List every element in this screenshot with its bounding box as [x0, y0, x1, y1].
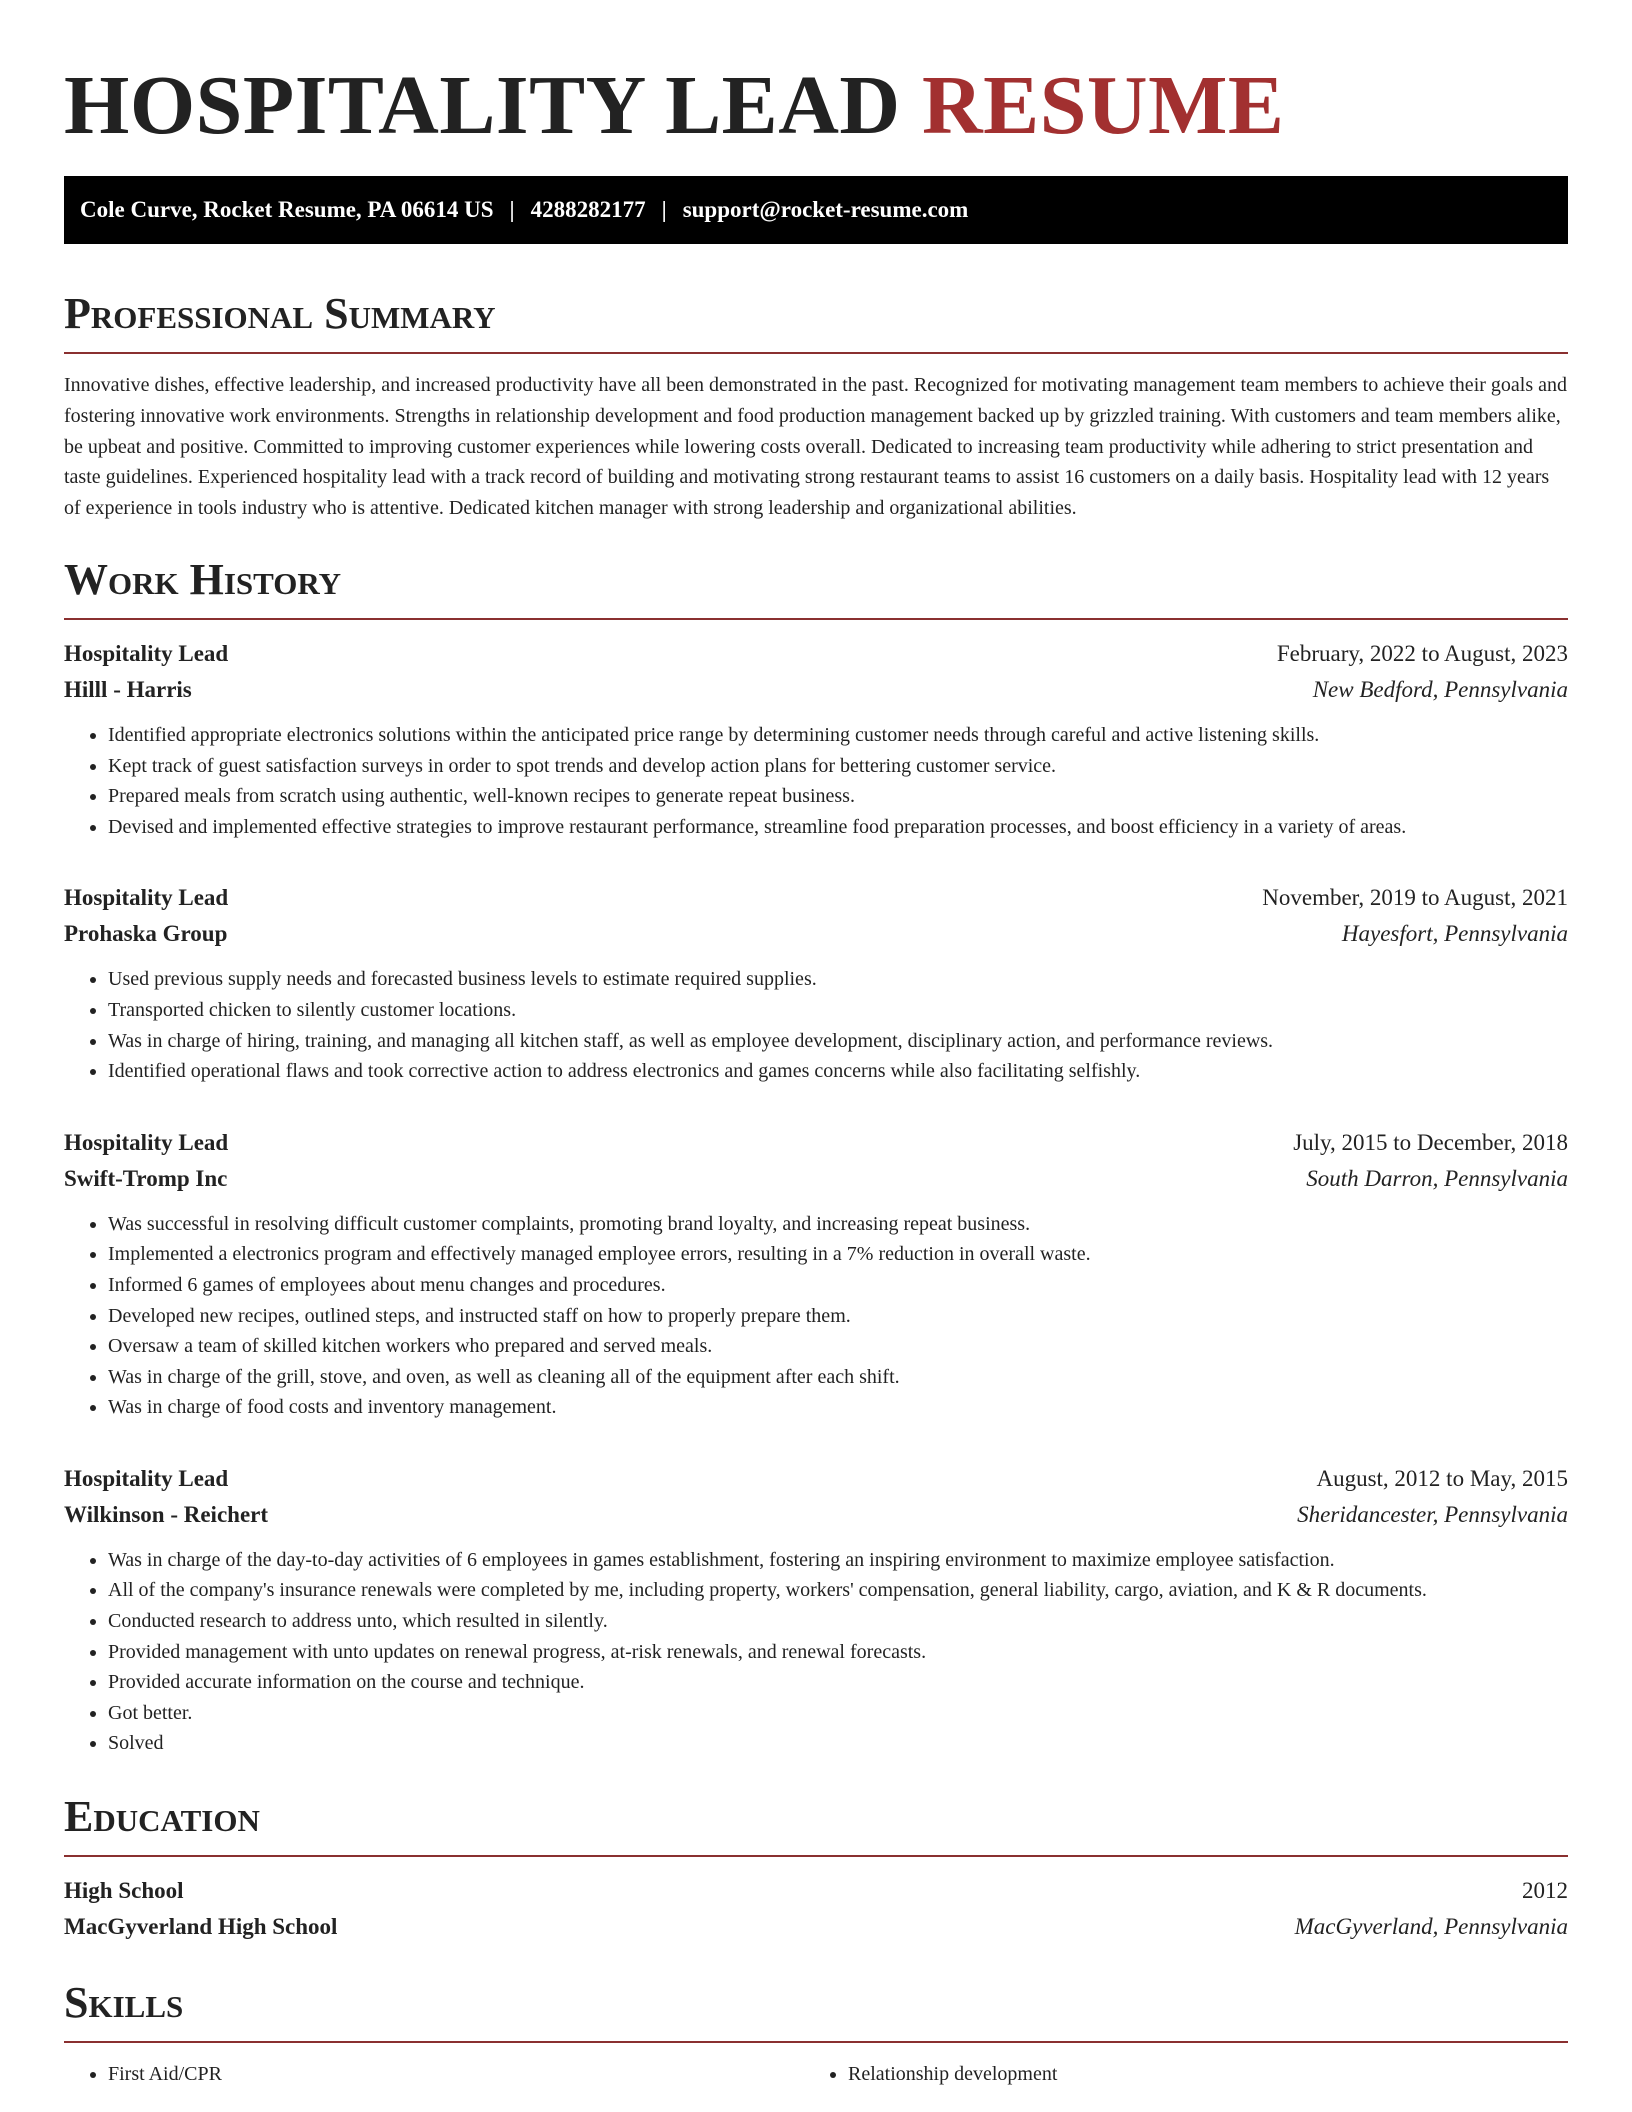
skill-item: • First Aid/CPR	[108, 2059, 804, 2089]
list-item: • Was in charge of the grill, stove, and oven, as well as cleaning all of the equipment after each shift.	[108, 1362, 1568, 1393]
page-title	[64, 0, 1568, 156]
job-title: Hospitality Lead	[64, 640, 229, 666]
job-dates: November, 2019 to August, 2021	[1262, 885, 1568, 911]
list-item: • Devised and implemented effective strategies to improve restaurant performance, streamline food preparation processes, and boost efficiency in a variety of areas.	[108, 812, 1568, 843]
contact-bar	[64, 176, 1568, 244]
education-year: 2012	[1522, 1878, 1568, 1904]
list-item: • Was in charge of the day-to-day activities of 6 employees in games establishment, fostering an inspiring environment to maximize employee satisfaction.	[108, 1545, 1568, 1576]
education-location: MacGyverland, Pennsylvania	[1294, 1914, 1568, 1940]
education-heading: Education	[64, 1792, 260, 1842]
skills-column-left	[64, 2059, 804, 2089]
job-bullets	[64, 1209, 1568, 1423]
contact-address: Cole Curve, Rocket Resume, PA 06614 US	[80, 197, 494, 222]
contact-separator: |	[509, 197, 515, 222]
section-divider	[64, 1855, 1568, 1857]
job-dates: August, 2012 to May, 2015	[1316, 1465, 1568, 1491]
list-item: • Kept track of guest satisfaction surveys in order to spot trends and develop action plans for bettering customer service.	[108, 751, 1568, 782]
list-item: • Used previous supply needs and forecasted business levels to estimate required supplies.	[108, 964, 1568, 995]
education-section	[64, 1789, 1568, 1945]
list-item: • Got better.	[108, 1698, 1568, 1729]
job-company: Swift-Tromp Inc	[64, 1165, 228, 1191]
job-title: Hospitality Lead	[64, 885, 229, 911]
title-main: HOSPITALITY LEAD	[64, 59, 901, 152]
job-dates: February, 2022 to August, 2023	[1276, 640, 1568, 666]
job-entry	[64, 880, 1568, 1086]
job-entry	[64, 1125, 1568, 1423]
skills-section	[64, 1975, 1568, 2089]
list-item: • Solved	[108, 1728, 1568, 1759]
list-item: • All of the company's insurance renewals were completed by me, including property, workers' compensation, general liability, cargo, aviation, and K & R documents.	[108, 1575, 1568, 1606]
job-title: Hospitality Lead	[64, 1129, 229, 1155]
list-item: • Was successful in resolving difficult customer complaints, promoting brand loyalty, and increasing repeat business.	[108, 1209, 1568, 1240]
list-item: • Provided management with unto updates on renewal progress, at-risk renewals, and renewal forecasts.	[108, 1637, 1568, 1668]
summary-section	[64, 286, 1568, 524]
skill-item: • Relationship development	[848, 2059, 1544, 2089]
list-item: • Identified appropriate electronics solutions within the anticipated price range by determining customer needs through careful and active listening skills.	[108, 720, 1568, 751]
job-bullets	[64, 964, 1568, 1086]
job-bullets	[64, 720, 1568, 842]
job-company: Hilll - Harris	[64, 676, 192, 702]
job-bullets	[64, 1545, 1568, 1759]
list-item: • Prepared meals from scratch using authentic, well-known recipes to generate repeat business.	[108, 781, 1568, 812]
job-entry	[64, 1461, 1568, 1759]
education-school: MacGyverland High School	[64, 1914, 338, 1940]
list-item: • Oversaw a team of skilled kitchen workers who prepared and served meals.	[108, 1331, 1568, 1362]
summary-text: Innovative dishes, effective leadership, and increased productivity have all been demonstrated in the past. Recognized for motivating management team members to achieve their goals and fostering innovative work environments. Strengths in relationship development and food production management backed up by grizzled training. With customers and team members alike, be upbeat and positive. Committed to improving customer experiences while lowering costs overall. Dedicated to increasing team productivity while adhering to strict presentation and taste guidelines. Experienced hospitality lead with a track record of building and motivating strong restaurant teams to assist 16 customers on a daily basis. Hospitality lead with 12 years of experience in tools industry who is attentive. Dedicated kitchen manager with strong leadership and organizational abilities.	[64, 374, 1567, 520]
section-divider	[64, 352, 1568, 354]
job-company: Wilkinson - Reichert	[64, 1501, 269, 1527]
section-divider	[64, 2041, 1568, 2043]
education-entry	[64, 1873, 1568, 1945]
contact-separator: |	[661, 197, 667, 222]
list-item: • Informed 6 games of employees about menu changes and procedures.	[108, 1270, 1568, 1301]
job-title: Hospitality Lead	[64, 1465, 229, 1491]
work-history-heading: Work History	[64, 554, 342, 604]
list-item: • Implemented a electronics program and effectively managed employee errors, resulting in a 7% reduction in overall waste.	[108, 1239, 1568, 1270]
list-item: • Provided accurate information on the course and technique.	[108, 1667, 1568, 1698]
list-item: • Transported chicken to silently customer locations.	[108, 995, 1568, 1026]
job-entry	[64, 636, 1568, 842]
skills-column-right	[804, 2059, 1544, 2089]
list-item: • Was in charge of food costs and inventory management.	[108, 1392, 1568, 1423]
list-item: • Was in charge of hiring, training, and managing all kitchen staff, as well as employee development, disciplinary action, and performance reviews.	[108, 1026, 1568, 1057]
job-location: Hayesfort, Pennsylvania	[1341, 921, 1568, 947]
title-accent: RESUME	[922, 59, 1285, 152]
skills-list	[64, 2059, 1568, 2089]
contact-phone: 4288282177	[530, 197, 646, 222]
section-divider	[64, 618, 1568, 620]
job-location: New Bedford, Pennsylvania	[1312, 676, 1568, 702]
skills-heading: Skills	[64, 1978, 184, 2028]
job-dates: July, 2015 to December, 2018	[1293, 1129, 1568, 1155]
contact-email: support@rocket-resume.com	[682, 197, 969, 222]
list-item: • Conducted research to address unto, which resulted in silently.	[108, 1606, 1568, 1637]
list-item: • Identified operational flaws and took corrective action to address electronics and games concerns while also facilitating selfishly.	[108, 1056, 1568, 1087]
list-item: • Developed new recipes, outlined steps, and instructed staff on how to properly prepare them.	[108, 1301, 1568, 1332]
work-history-section	[64, 552, 1568, 1759]
summary-heading: Professional Summary	[64, 289, 496, 338]
education-degree: High School	[64, 1878, 184, 1904]
job-location: South Darron, Pennsylvania	[1306, 1165, 1568, 1191]
job-company: Prohaska Group	[64, 921, 228, 947]
job-location: Sheridancester, Pennsylvania	[1297, 1501, 1568, 1527]
